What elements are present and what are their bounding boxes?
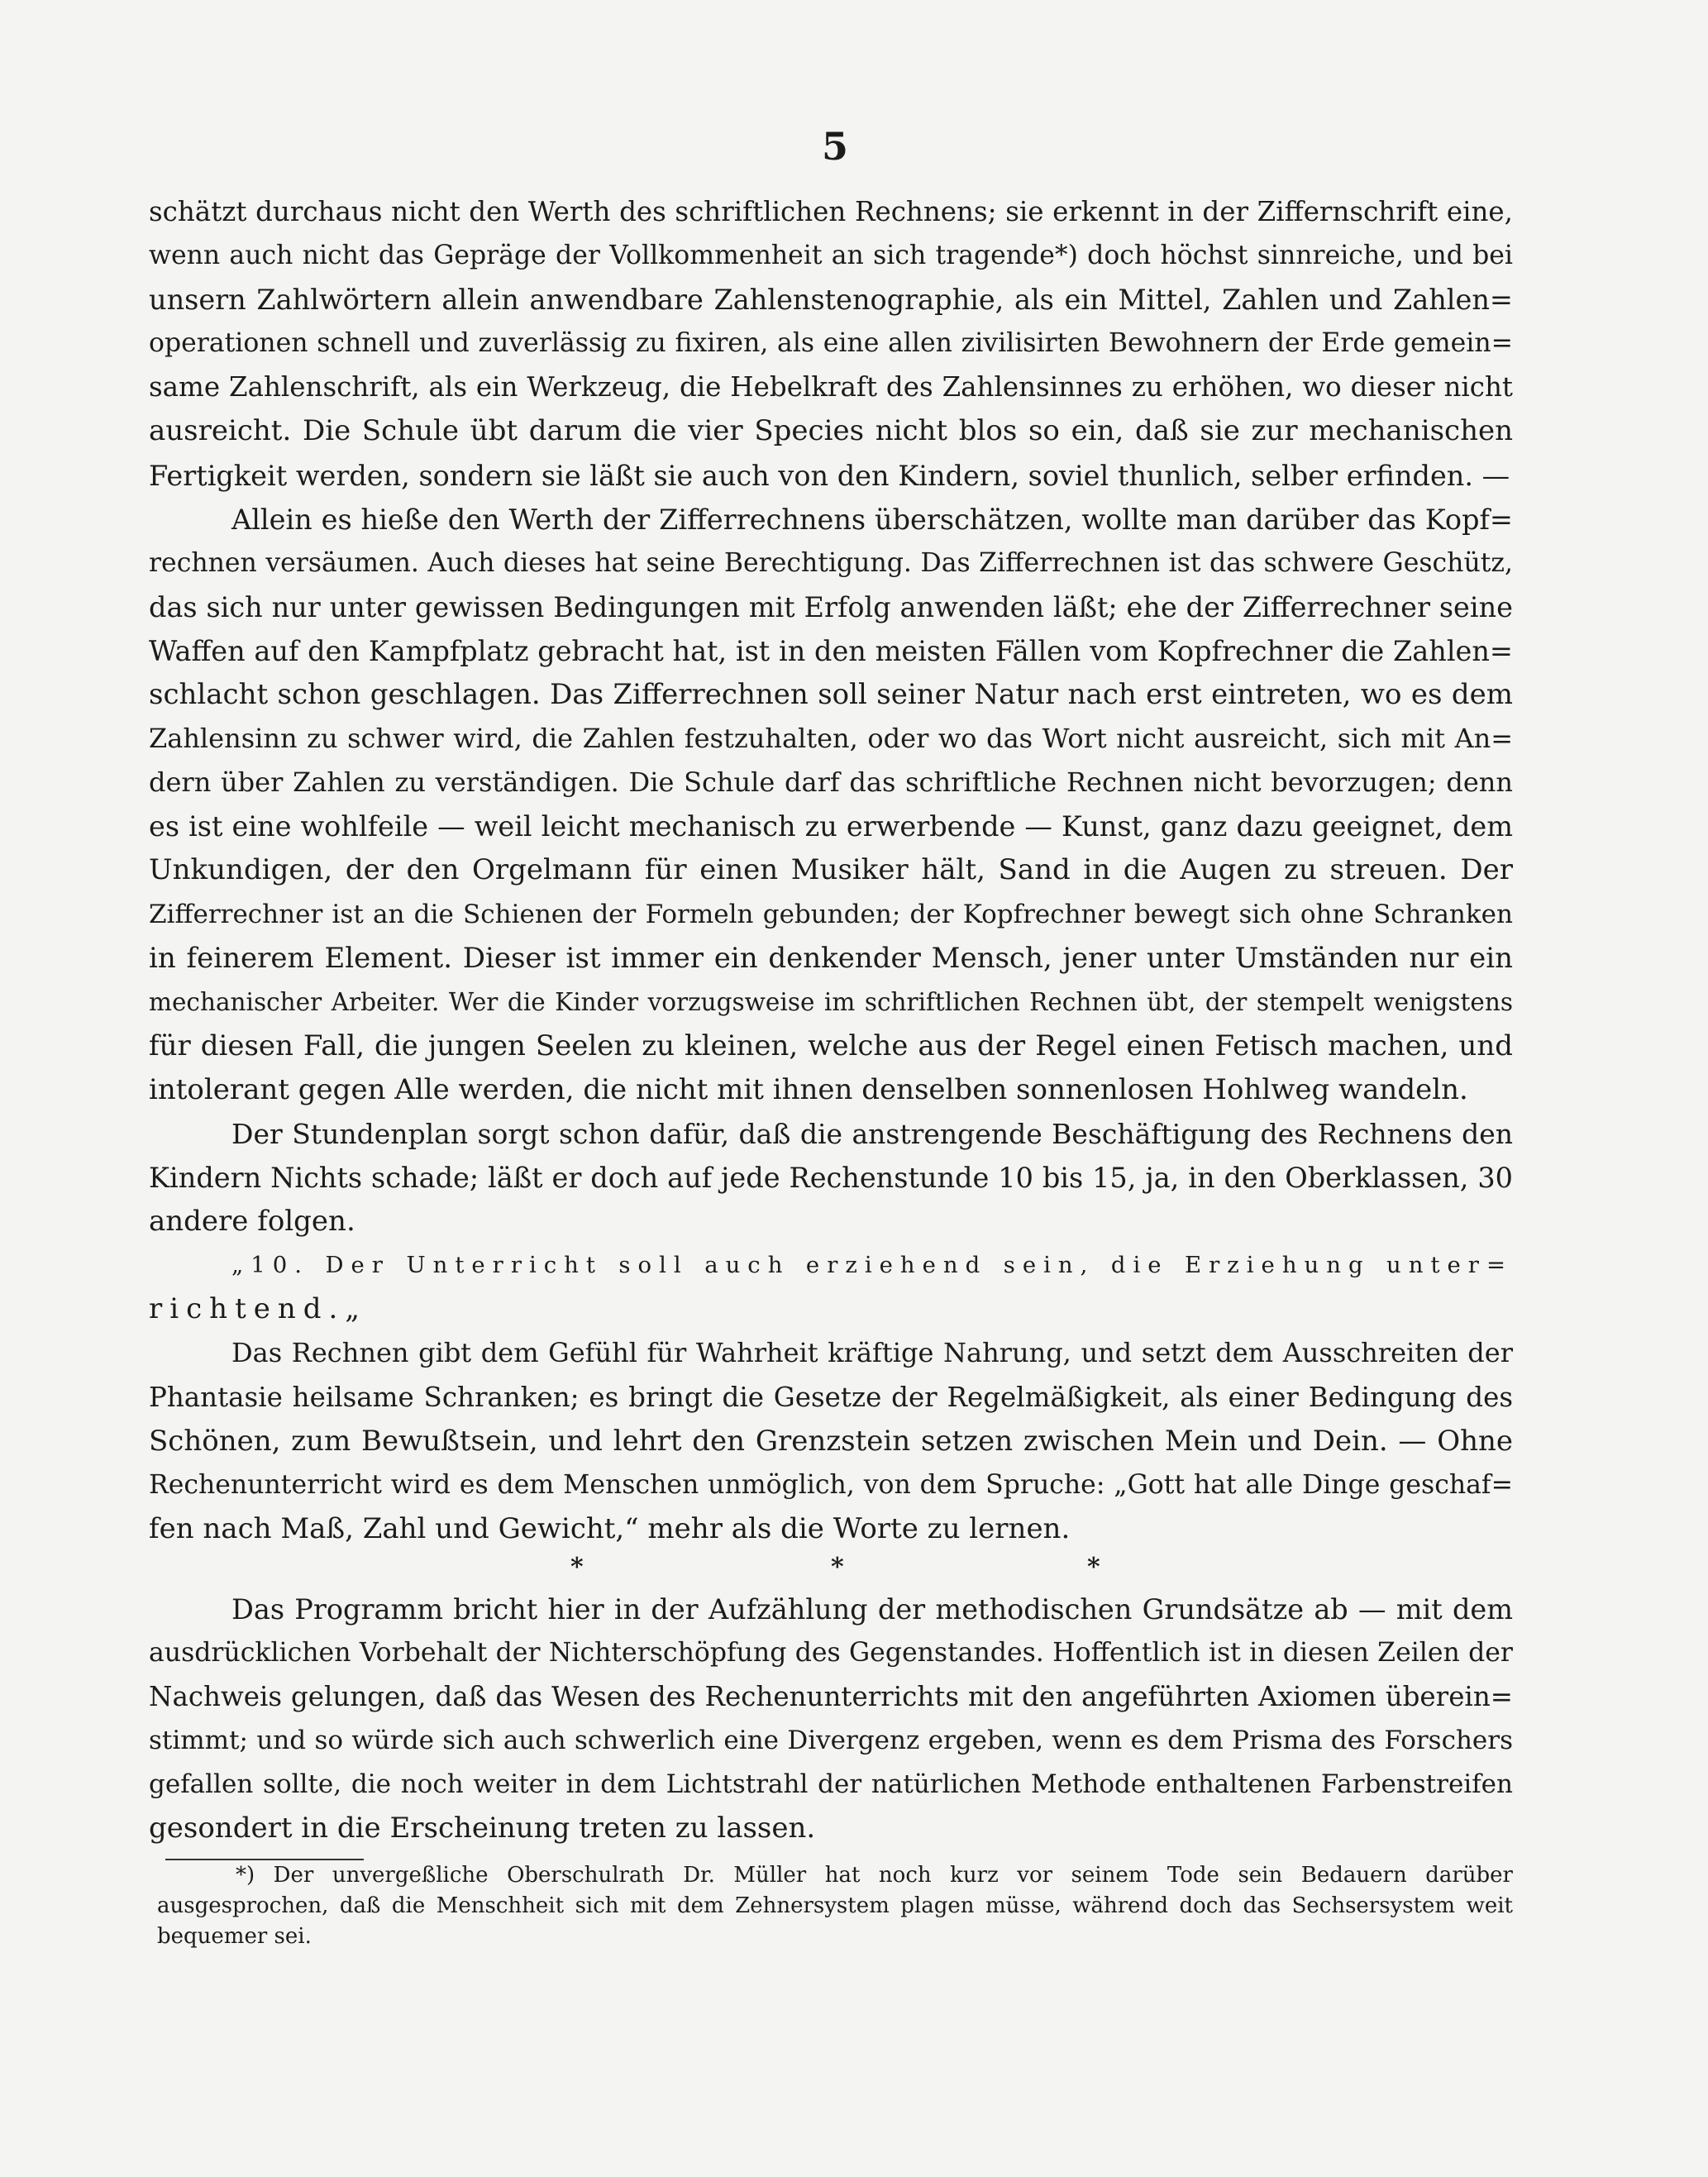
text-line: Allein es hieße den Werth der Zifferrechnens überschätzen, wollte man darüber das Kopf= <box>231 503 1513 536</box>
text-line: „10. Der Unterricht soll auch erziehend sein, die Erziehung unter= <box>231 1252 1513 1279</box>
text-line: unsern Zahlwörtern allein anwendbare Zahlenstenographie, als ein Mittel, Zahlen und Zahlen= <box>149 284 1513 317</box>
text-line: Kindern Nichts schade; läßt er doch auf jede Rechenstunde 10 bis 15, ja, in den Oberklassen, 30 <box>149 1162 1513 1195</box>
text-line: stimmt; und so würde sich auch schwerlich eine Divergenz ergeben, wenn es dem Prisma des Forschers <box>149 1726 1513 1756</box>
text-line: dern über Zahlen zu verständigen. Die Schule darf das schriftliche Rechnen nicht bevorzugen; denn <box>149 766 1513 799</box>
page-number: 5 <box>821 124 848 169</box>
text-line: Waffen auf den Kampfplatz gebracht hat, ist in den meisten Fällen vom Kopfrechner die Zahlen= <box>149 634 1513 667</box>
text-line: richtend.„ <box>149 1292 367 1326</box>
text-line: wenn auch nicht das Gepräge der Vollkommenheit an sich tragende*) doch höchst sinnreiche, und bei <box>149 241 1513 271</box>
text-line: Rechenunterricht wird es dem Menschen unmöglich, von dem Spruche: „Gott hat alle Dinge geschaf= <box>149 1469 1513 1500</box>
text-line: Schönen, zum Bewußtsein, und lehrt den Grenzstein setzen zwischen Mein und Dein. — Ohne <box>149 1424 1513 1458</box>
text-line: es ist eine wohlfeile — weil leicht mechanisch zu erwerbende — Kunst, ganz dazu geeignet, dem <box>149 810 1513 843</box>
footnote-line: *) Der unvergeßliche Oberschulrath Dr. Müller hat noch kurz vor seinem Tode sein Bedauern darüber <box>236 1863 1513 1888</box>
footnote-line: ausgesprochen, daß die Menschheit sich mit dem Zehnersystem plagen müsse, während doch das Sechsersystem weit <box>157 1893 1513 1918</box>
footnote-line: bequemer sei. <box>157 1924 312 1949</box>
text-line: gefallen sollte, die noch weiter in dem Lichtstrahl der natürlichen Methode enthaltenen Farbenstreifen <box>149 1769 1513 1800</box>
text-line: operationen schnell und zuverlässig zu fixiren, als eine allen zivilisirten Bewohnern der Erde gemein= <box>149 328 1513 359</box>
separator-asterisk: * <box>570 1553 584 1582</box>
text-line: intolerant gegen Alle werden, die nicht mit ihnen denselben sonnenlosen Hohlweg wandeln. <box>149 1072 1468 1106</box>
separator-asterisk: * <box>831 1553 844 1582</box>
text-line: fen nach Maß, Zahl und Gewicht,“ mehr als die Worte zu lernen. <box>149 1511 1071 1545</box>
program-paragraph <box>149 1587 1513 1851</box>
text-line: Der Stundenplan sorgt schon dafür, daß die anstrengende Beschäftigung des Rechnens den <box>231 1117 1513 1150</box>
text-line: Fertigkeit werden, sondern sie läßt sie auch von den Kindern, soviel thunlich, selber erfinden. — <box>149 459 1510 492</box>
text-line: für diesen Fall, die jungen Seelen zu kleinen, welche aus der Regel einen Fetisch machen, und <box>149 1029 1513 1062</box>
text-line: Zifferrechner ist an die Schienen der Formeln gebunden; der Kopfrechner bewegt sich ohne Schranken <box>149 899 1513 929</box>
text-line: ausdrücklichen Vorbehalt der Nichterschöpfung des Gegenstandes. Hoffentlich ist in diesen Zeilen der <box>149 1638 1513 1669</box>
section-separator <box>0 1553 1708 1586</box>
text-line: schlacht schon geschlagen. Das Zifferrechnen soll seiner Natur nach erst eintreten, wo es dem <box>149 678 1513 712</box>
footnote <box>157 1860 1513 1952</box>
text-line: andere folgen. <box>149 1205 355 1239</box>
separator-asterisk: * <box>1087 1553 1100 1582</box>
text-line: in feinerem Element. Dieser ist immer ein denkender Mensch, jener unter Umständen nur ein <box>149 941 1513 975</box>
text-line: gesondert in die Erscheinung treten zu lassen. <box>149 1812 816 1845</box>
body-text <box>149 190 1513 1551</box>
text-line: Unkundigen, der den Orgelmann für einen Musiker hält, Sand in die Augen zu streuen. Der <box>149 853 1513 887</box>
text-line: Zahlensinn zu schwer wird, die Zahlen festzuhalten, oder wo das Wort nicht ausreicht, sich mit An= <box>149 723 1513 755</box>
text-line: same Zahlenschrift, als ein Werkzeug, die Hebelkraft des Zahlensinnes zu erhöhen, wo dieser nicht <box>149 371 1513 403</box>
text-line: Das Rechnen gibt dem Gefühl für Wahrheit kräftige Nahrung, und setzt dem Ausschreiten der <box>231 1337 1513 1369</box>
text-line: Das Programm bricht hier in der Aufzählung der methodischen Grundsätze ab — mit dem <box>231 1593 1513 1626</box>
text-line: mechanischer Arbeiter. Wer die Kinder vorzugsweise im schriftlichen Rechnen übt, der stempelt wenigstens <box>149 987 1513 1016</box>
text-line: Phantasie heilsame Schranken; es bringt die Gesetze der Regelmäßigkeit, als einer Bedingung des <box>149 1381 1513 1413</box>
text-line: schätzt durchaus nicht den Werth des schriftlichen Rechnens; sie erkennt in der Ziffernschrift eine, <box>149 196 1513 227</box>
text-line: ausreicht. Die Schule übt darum die vier Species nicht blos so ein, daß sie zur mechanischen <box>149 414 1513 448</box>
text-line: Nachweis gelungen, daß das Wesen des Rechenunterrichts mit den angeführten Axiomen überein= <box>149 1681 1513 1713</box>
text-line: das sich nur unter gewissen Bedingungen mit Erfolg anwenden läßt; ehe der Zifferrechner seine <box>149 590 1513 623</box>
text-line: rechnen versäumen. Auch dieses hat seine Berechtigung. Das Zifferrechnen ist das schwere Geschütz, <box>149 547 1513 578</box>
